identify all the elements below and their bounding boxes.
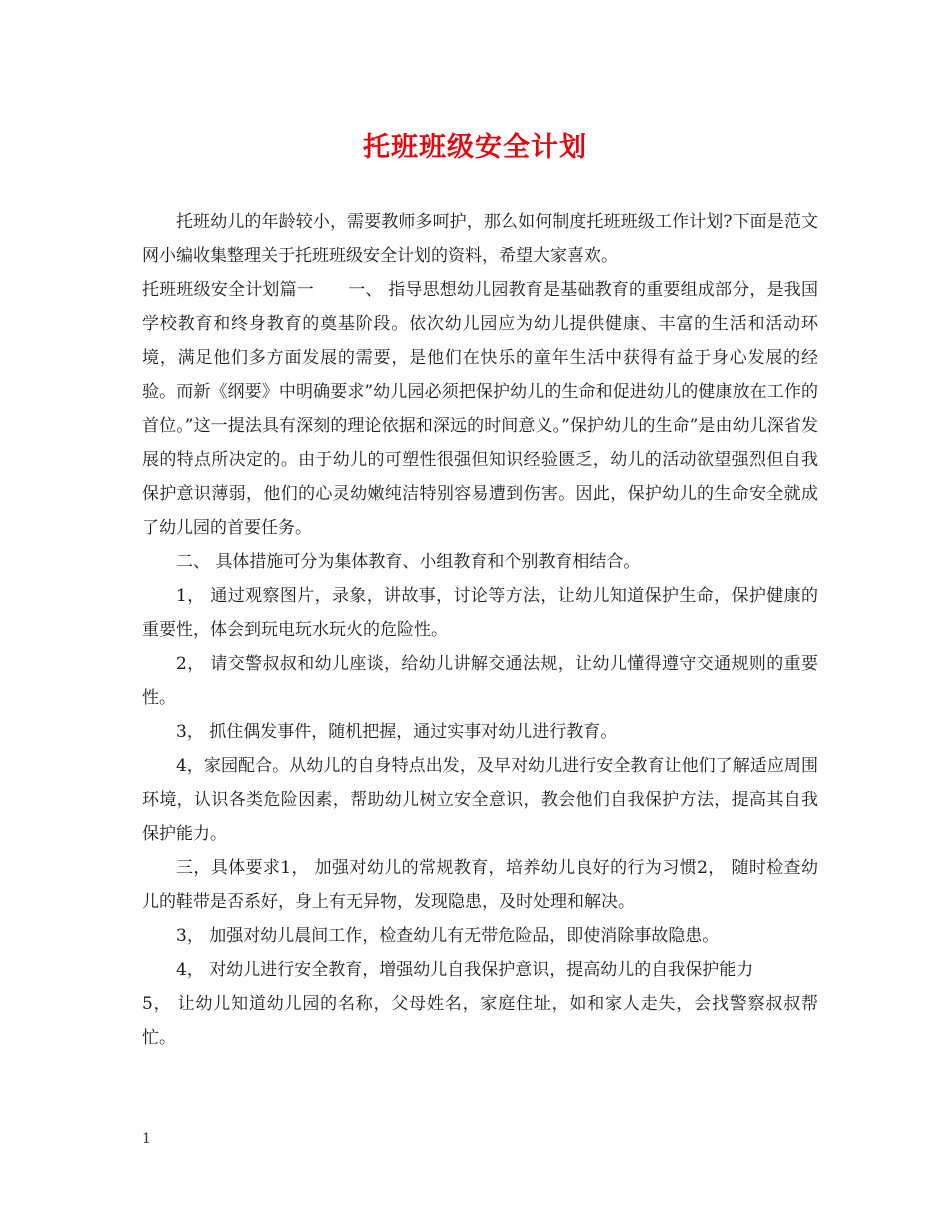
measure-item-2: 2， 请交警叔叔和幼儿座谈，给幼儿讲解交通法规，让幼儿懂得遵守交通规则的重要性。 — [142, 654, 818, 708]
guiding-ideology-text: 一、 指导思想幼儿园教育是基础教育的重要组成部分，是我国学校教育和终身教育的奠基阶段。依次幼儿园应为幼儿提供健康、丰富的生活和活动环境，满足他们多方面发展的需要，是他们在快乐的童年生活中获得有益于身心发展的经验。而新《纲要》中明确要求”幼儿园必须把保护幼儿的生命和促进幼儿的健康放在工作的首位。”这一提法具有深刻的理论依据和深远的时间意义。”保护幼儿的生命”是由幼儿深省发展的特点所决定的。由于幼儿的可塑性很强但知识经验匮乏，幼儿的活动欲望强烈但自我保护意识薄弱，他们的心灵幼嫩纯洁特别容易遭到伤害。因此，保护幼儿的生命安全就成了幼儿园的首要任务。 — [142, 280, 818, 538]
section-two-paragraph: 二、 具体措施可分为集体教育、小组教育和个别教育相结合。 — [176, 552, 641, 572]
requirement-item-5: 5， 让幼儿知道幼儿园的名称，父母姓名，家庭住址，如和家人走失，会找警察叔叔帮忙。 — [142, 994, 818, 1048]
section-three-paragraph: 三，具体要求1， 加强对幼儿的常规教育，培养幼儿良好的行为习惯2， 随时检查幼儿的鞋带是否系好，身上有无异物，发现隐患，及时处理和解决。 — [142, 858, 818, 912]
section-one-paragraph — [142, 273, 818, 545]
measure-item-3: 3， 抓住偶发事件，随机把握，通过实事对幼儿进行教育。 — [176, 722, 618, 742]
page-number: 1 — [142, 1131, 151, 1147]
measure-item-4: 4，家园配合。从幼儿的自身特点出发，及早对幼儿进行安全教育让他们了解适应周围环境，认识各类危险因素，帮助幼儿树立安全意识，教会他们自我保护方法，提高其自我保护能力。 — [142, 756, 818, 844]
page-title: 托班班级安全计划 — [363, 132, 587, 163]
article-heading: 托班班级安全计划篇一 — [142, 280, 314, 300]
intro-paragraph: 托班幼儿的年龄较小，需要教师多呵护，那么如何制度托班班级工作计划?下面是范文网小编收集整理关于托班班级安全计划的资料，希望大家喜欢。 — [142, 212, 818, 266]
requirement-item-4: 4， 对幼儿进行安全教育，增强幼儿自我保护意识，提高幼儿的自我保护能力 — [176, 960, 754, 980]
requirement-item-3: 3， 加强对幼儿晨间工作，检查幼儿有无带危险品，即使消除事故隐患。 — [176, 926, 720, 946]
document-body — [142, 205, 818, 1055]
measure-item-1: 1， 通过观察图片，录象，讲故事，讨论等方法，让幼儿知道保护生命，保护健康的重要性，体会到玩电玩水玩火的危险性。 — [142, 586, 818, 640]
